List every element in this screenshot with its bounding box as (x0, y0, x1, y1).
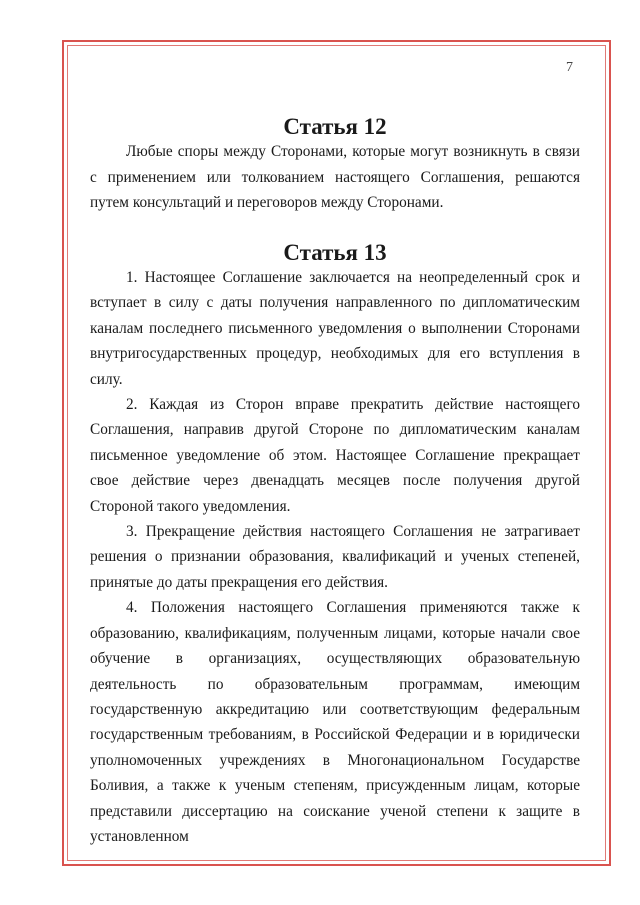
page-number: 7 (566, 60, 573, 75)
article-13-paragraph-4: 4. Положения настоящего Соглашения применяются также к образованию, квалификациям, полученным лицами, которые начали свое обучение в организациях, осуществляющих образовательную деятельность по образовательным программам, имеющим государственную аккредитацию или соответствующим федеральным государственным требованиям, в Российской Федерации и в юридически уполномоченных учреждениях в Многонациональном Государстве Боливия, а также к ученым степеням, присужденным лицам, которые представили диссертацию на соискание ученой степени к защите в установленном (90, 599, 580, 845)
article-13-heading: Статья 13 (283, 239, 387, 265)
article-12-heading: Статья 12 (283, 114, 387, 139)
article-13-paragraph-2: 2. Каждая из Сторон вправе прекратить действие настоящего Соглашения, направив другой Стороне по дипломатическим каналам письменное уведомление об этом. Настоящее Соглашение прекращает свое действие через двенадцать месяцев после получения другой Стороной такого уведомления. (90, 396, 580, 515)
document-body (90, 114, 580, 849)
article-13-paragraph-3: 3. Прекращение действия настоящего Соглашения не затрагивает решения о признании образования, квалификаций и ученых степеней, принятые до даты прекращения его действия. (90, 523, 580, 591)
article-12-paragraph: Любые споры между Сторонами, которые могут возникнуть в связи с применением или толкованием настоящего Соглашения, решаются путем консультаций и переговоров между Сторонами. (90, 143, 580, 212)
section-spacer (90, 216, 580, 240)
article-13-paragraph-1: 1. Настоящее Соглашение заключается на неопределенный срок и вступает в силу с даты получения направленного по дипломатическим каналам последнего письменного уведомления о выполнении Сторонами внутригосударственных процедур, необходимых для его вступления в силу. (90, 269, 580, 388)
